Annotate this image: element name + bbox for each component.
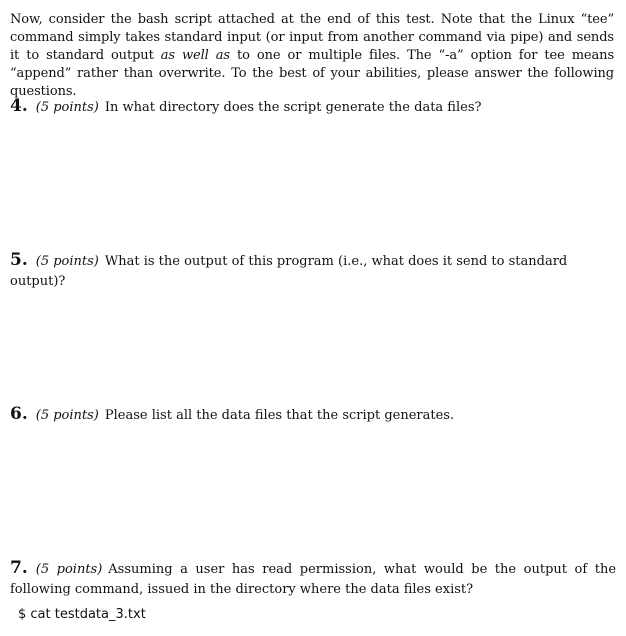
question-text: Assuming a user has read permission, what would be the output of the following command, issued in the directory where the data files exist? xyxy=(10,562,617,597)
question-text: Please list all the data files that the script generates. xyxy=(104,408,455,423)
question-5 xyxy=(10,250,616,292)
question-points: (5 points) xyxy=(35,408,99,423)
command-line: $ cat testdata_3.txt xyxy=(18,607,146,622)
intro-paragraph xyxy=(10,11,614,101)
intro-text-part2: to one or multiple files. The “-a” option for tee means “append” rather than overwrite. To the best of your abilities, please answer the following questions. xyxy=(10,48,615,99)
question-points: (5 points) xyxy=(35,254,99,269)
question-6 xyxy=(10,404,616,426)
question-number: 7. xyxy=(10,558,28,578)
question-text: What is the output of this program (i.e., what does it send to standard output)? xyxy=(10,254,568,289)
question-number: 4. xyxy=(10,96,28,116)
intro-text-part1: Now, consider the bash script attached at the end of this test. Note that the Linux “tee” command simply takes standard input (or input from another command via pipe) and sends it to standard output xyxy=(10,12,614,63)
question-points: (5 points) xyxy=(35,562,103,577)
question-text: In what directory does the script generate the data files? xyxy=(104,100,482,115)
question-7 xyxy=(10,558,616,600)
intro-emphasis: as well as xyxy=(160,48,230,63)
question-4 xyxy=(10,96,616,118)
question-points: (5 points) xyxy=(35,100,99,115)
question-number: 5. xyxy=(10,250,28,270)
question-number: 6. xyxy=(10,404,28,424)
